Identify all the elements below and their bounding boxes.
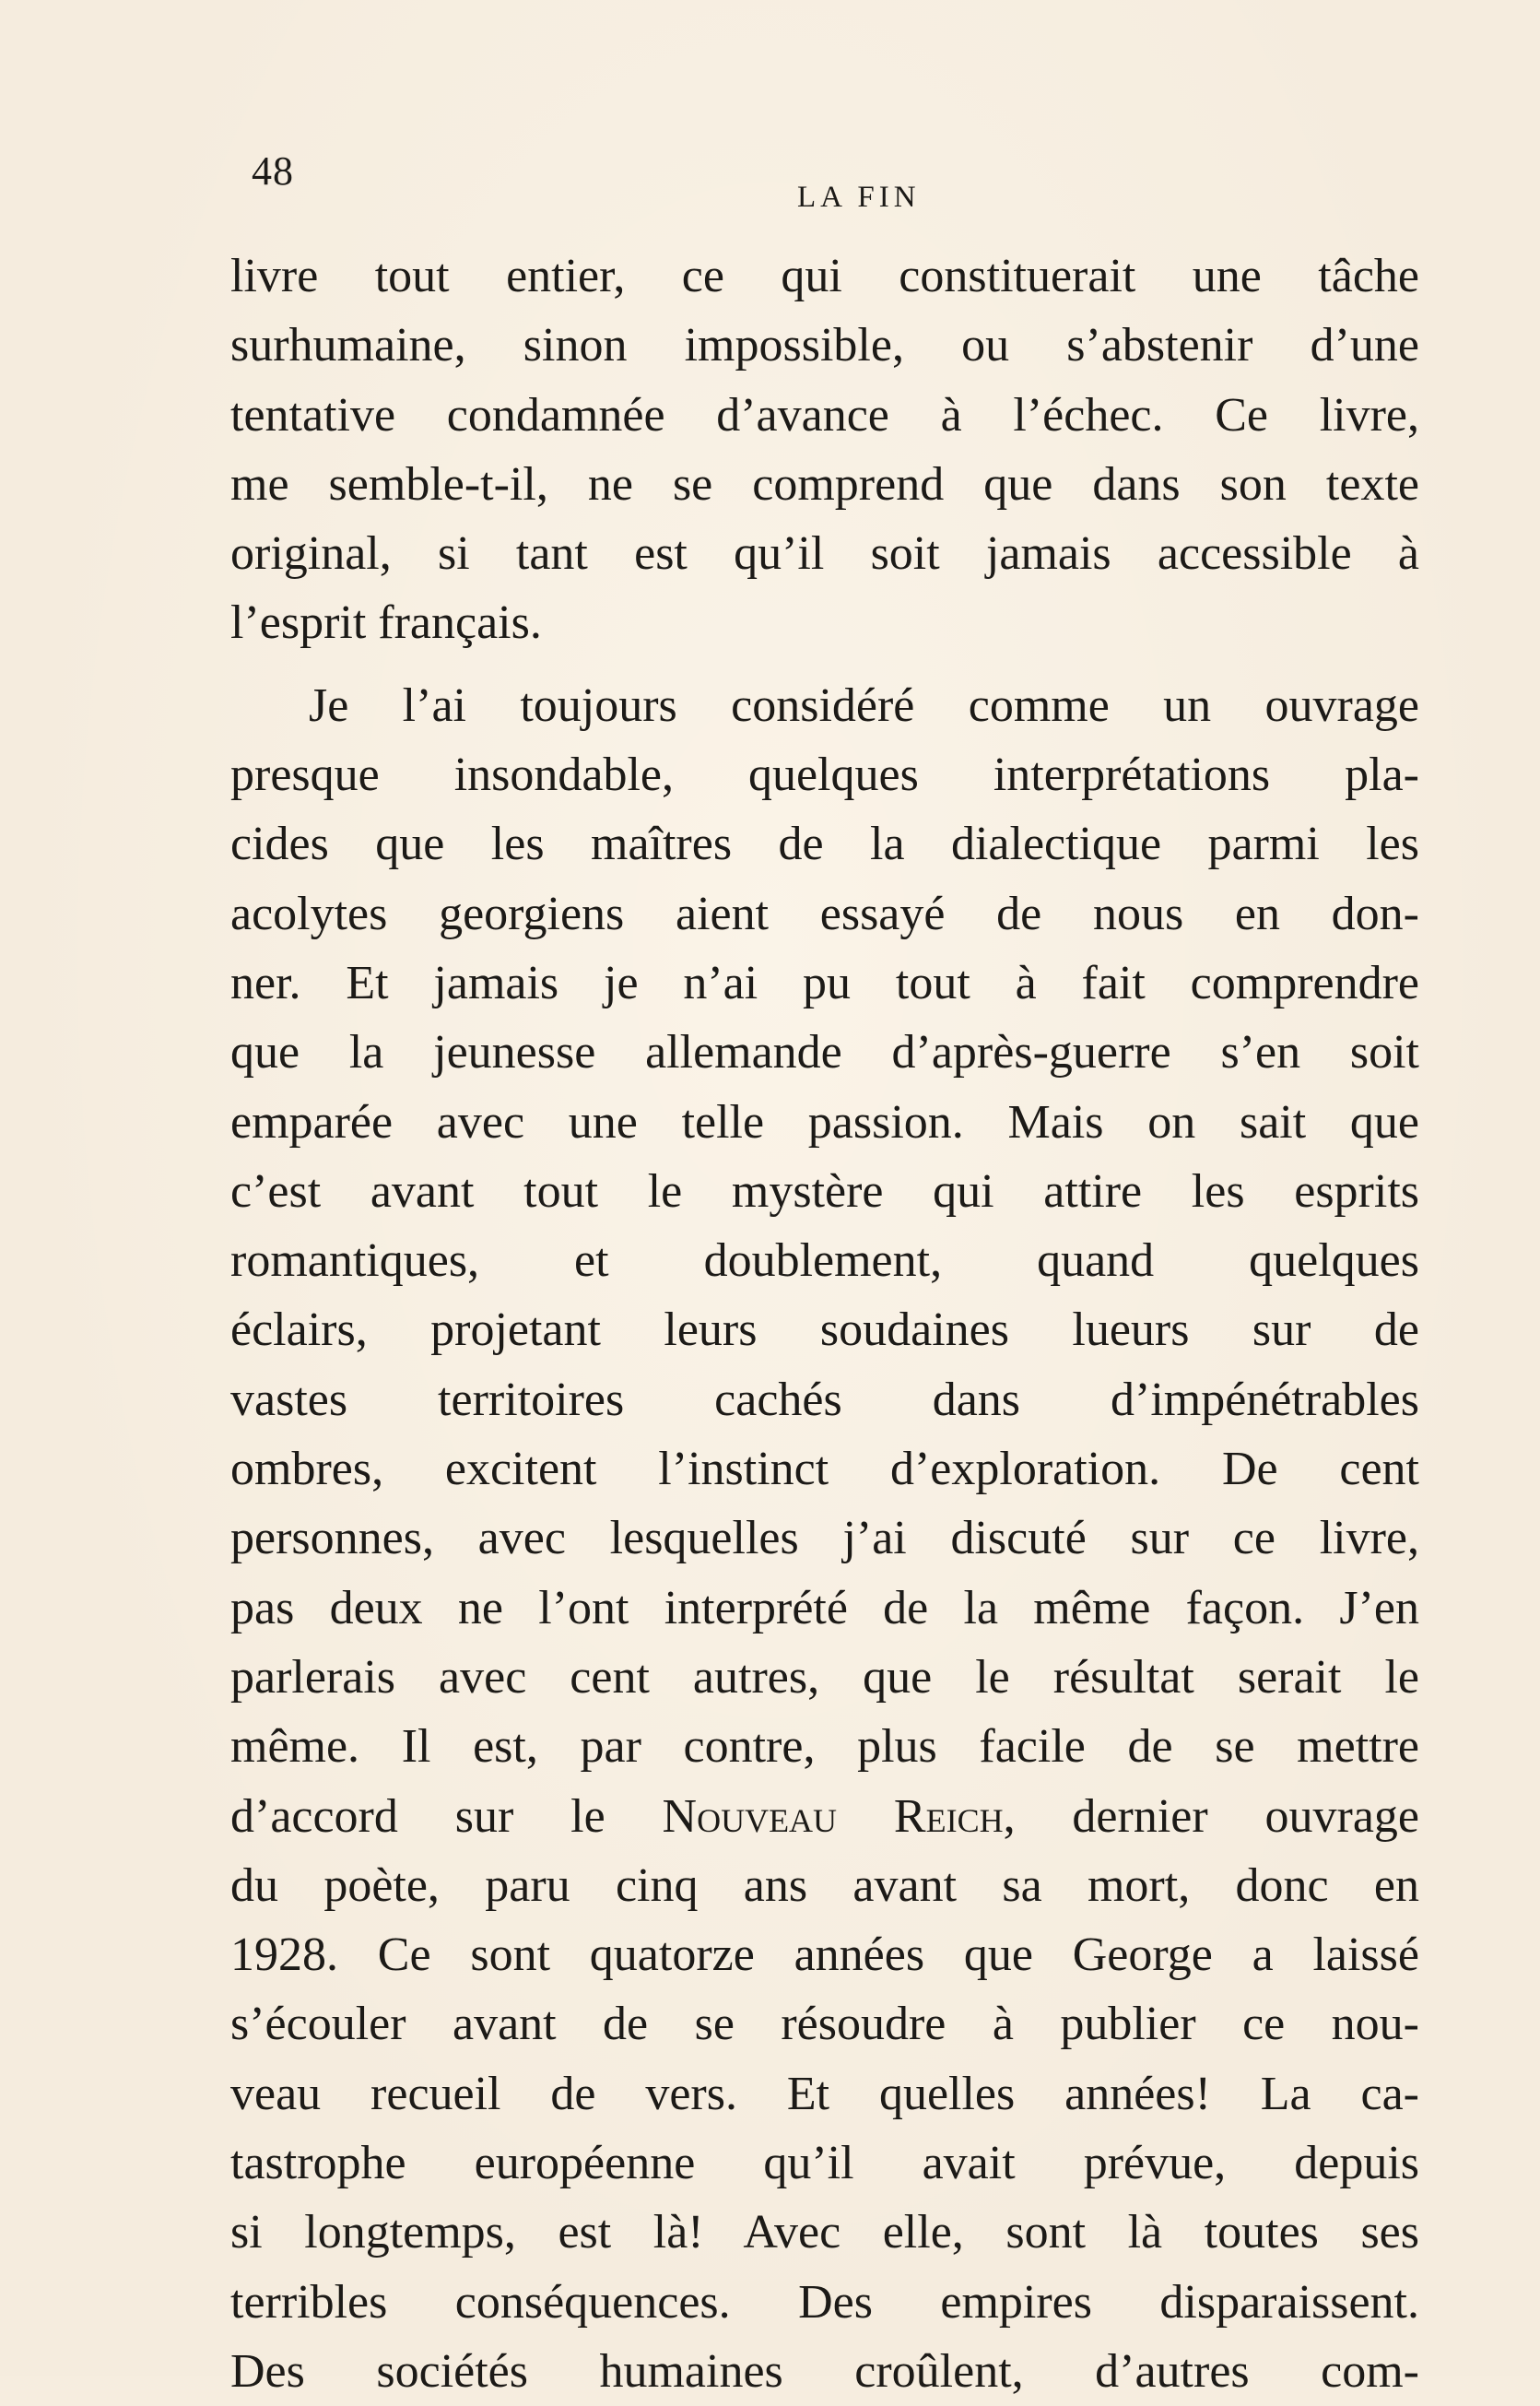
text-line: Des sociétés humaines croûlent, d’autres com-: [230, 2344, 1419, 2398]
text-line: original, si tant est qu’il soit jamais accessible à: [230, 527, 1419, 581]
text-line: même. Il est, par contre, plus facile de se mettre: [230, 1720, 1419, 1774]
text-line: vastes territoires cachés dans d’impénétrables: [230, 1373, 1419, 1426]
body-text: [230, 242, 1419, 2406]
text-line: tentative condamnée d’avance à l’échec. Ce livre,: [230, 388, 1419, 442]
text-line: veau recueil de vers. Et quelles années! La ca-: [230, 2067, 1419, 2120]
text-line: éclairs, projetant leurs soudaines lueurs sur de: [230, 1303, 1419, 1357]
running-title: LA FIN: [797, 181, 921, 214]
text-line: c’est avant tout le mystère qui attire les esprits: [230, 1164, 1419, 1218]
text-line: s’écouler avant de se résoudre à publier ce nou-: [230, 1998, 1419, 2051]
text-line: 1928. Ce sont quatorze années que George a laissé: [230, 1928, 1419, 1982]
text-line: si longtemps, est là! Avec elle, sont là toutes ses: [230, 2206, 1419, 2259]
text-line: du poète, paru cinq ans avant sa mort, donc en: [230, 1858, 1419, 1912]
text-line: [230, 1782, 1419, 1851]
text-line: emparée avec une telle passion. Mais on sait que: [230, 1095, 1419, 1149]
text-line: cides que les maîtres de la dialectique parmi les: [230, 818, 1419, 871]
text-line: presque insondable, quelques interprétations pla-: [230, 749, 1419, 802]
text-line: me semble-t-il, ne se comprend que dans son texte: [230, 457, 1419, 511]
page-number: 48: [252, 148, 294, 194]
text-line: pas deux ne l’ont interprété de la même façon. J’en: [230, 1581, 1419, 1634]
text-segment: , dernier ouvrage: [1003, 1789, 1419, 1843]
text-line: l’esprit français.: [230, 596, 542, 650]
text-line: parlerais avec cent autres, que le résultat serait le: [230, 1650, 1419, 1704]
text-line: surhumaine, sinon impossible, ou s’abstenir d’une: [230, 319, 1419, 372]
text-line: terribles conséquences. Des empires disparaissent.: [230, 2275, 1419, 2329]
text-line: romantiques, et doublement, quand quelques: [230, 1234, 1419, 1288]
text-line: que la jeunesse allemande d’après-guerre s’en soit: [230, 1026, 1419, 1079]
text-line: ner. Et jamais je n’ai pu tout à fait comprendre: [230, 956, 1419, 1009]
text-line: personnes, avec lesquelles j’ai discuté sur ce livre,: [230, 1512, 1419, 1565]
text-line: tastrophe européenne qu’il avait prévue, depuis: [230, 2137, 1419, 2190]
text-line: acolytes georgiens aient essayé de nous en don-: [230, 887, 1419, 940]
book-title: Nouveau Reich: [662, 1789, 1004, 1843]
text-line: ombres, excitent l’instinct d’exploration. De cent: [230, 1443, 1419, 1496]
text-line: Je l’ai toujours considéré comme un ouvrage: [309, 678, 1419, 732]
text-segment: d’accord sur le: [230, 1789, 663, 1843]
text-line: livre tout entier, ce qui constituerait une tâche: [230, 250, 1419, 302]
